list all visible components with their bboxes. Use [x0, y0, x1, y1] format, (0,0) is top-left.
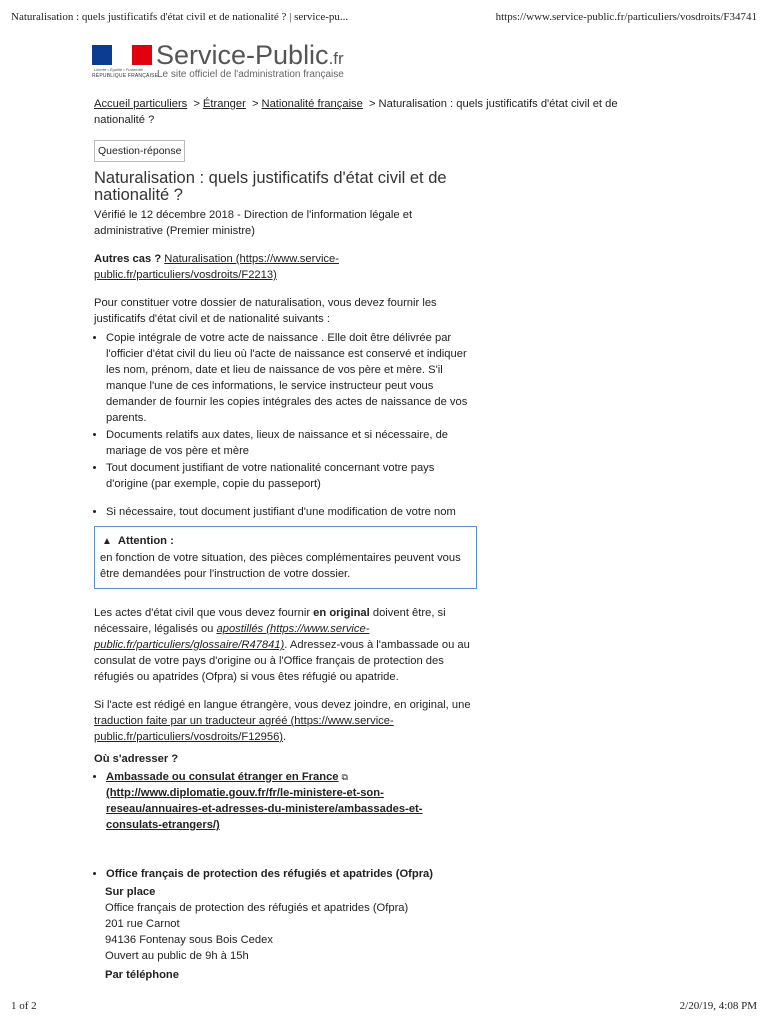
onsite-label: Sur place	[105, 886, 156, 898]
embassy-link[interactable]: Ambassade ou consulat étranger en France	[106, 771, 339, 783]
contacts-list	[94, 769, 478, 882]
print-footer	[11, 1000, 757, 1014]
list-item: • Copie intégrale de votre acte de naissance . Elle doit être délivrée par l'officier d'état civil du lieu où l'acte de naissance est conservé et indiquer les nom, prénom, date et lieu de naissance de vos père et mère. S'il manque l'une de ces informations, le service instructeur peut vous demander de fournir les copies intégrales des actes de naissance de vos parents.	[106, 330, 478, 426]
list-item: • Office français de protection des réfugiés et apatrides (Ofpra)	[106, 866, 478, 882]
address-line: 201 rue Carnot	[105, 918, 180, 930]
brand-main: Service-Public	[156, 40, 329, 70]
where-heading: Où s'adresser ?	[94, 753, 179, 765]
breadcrumb	[94, 96, 660, 128]
attention-title: Attention :	[117, 535, 174, 547]
other-cases	[94, 251, 478, 283]
list-item: • Documents relatifs aux dates, lieux de naissance et si nécessaire, de mariage de vos père et mère	[106, 427, 478, 459]
tricolor-flag-icon	[92, 45, 152, 65]
warning-icon: ▲	[102, 536, 112, 547]
print-page-url: https://www.service-public.fr/particuliers/vosdroits/F34741	[495, 11, 757, 23]
text-span: . Adressez-vous à l'ambassade ou au consulat de votre pays d'origine ou à l'Office français de protection des réfugiés ou apatrides (Ofpra) si vous êtes réfugié ou apatride.	[94, 639, 470, 683]
list-item	[106, 769, 478, 833]
main-content	[94, 96, 660, 983]
content-type-badge: Question-réponse	[94, 140, 185, 162]
list-item: • Si nécessaire, tout document justifiant d'une modification de votre nom	[106, 504, 478, 520]
breadcrumb-nationalite[interactable]: Nationalité française	[261, 98, 363, 110]
intro-text: Pour constituer votre dossier de naturalisation, vous devez fournir les justificatifs d'état civil et de nationalité suivants :	[94, 297, 437, 325]
brand-name	[156, 40, 344, 71]
original-documents-paragraph	[94, 605, 478, 685]
marianne-logo	[92, 43, 159, 83]
address-line: 94136 Fontenay sous Bois Cedex	[105, 934, 273, 946]
text-span: doivent être, si nécessaire, légalisés ou	[94, 607, 446, 635]
print-page-title: Naturalisation : quels justificatifs d'état civil et de nationalité ? | service-pu...	[11, 11, 349, 23]
embassy-url[interactable]: (http://www.diplomatie.gouv.fr/fr/le-ministere-et-son-reseau/annuaires-et-adresses-du-ministere/ambassades-et-consulats-etrangers/)	[106, 787, 423, 831]
text-span: Les actes d'état civil que vous devez fournir	[94, 607, 314, 619]
list-item: • Tout document justifiant de votre nationalité concernant votre pays d'origine (par exemple, copie du passeport)	[106, 460, 478, 492]
apostille-link[interactable]: apostillés (https://www.service-public.fr/particuliers/glossaire/R47841)	[94, 623, 370, 651]
republic-motto: Liberté • Égalité • Fraternité	[94, 67, 143, 72]
attention-box	[94, 526, 477, 589]
brand-tld: .fr	[328, 49, 344, 68]
address-line: Office français de protection des réfugiés et apatrides (Ofpra)	[105, 902, 409, 914]
external-link-icon: ⧉	[341, 772, 348, 782]
other-cases-link[interactable]: Naturalisation (https://www.service-public.fr/particuliers/vosdroits/F2213)	[94, 253, 339, 281]
attention-heading	[102, 533, 471, 550]
documents-list	[94, 330, 478, 520]
breadcrumb-separator: >	[251, 98, 259, 110]
print-date: 2/20/19, 4:08 PM	[679, 1000, 757, 1012]
breadcrumb-current: Naturalisation : quels justificatifs d'état civil et de nationalité ?	[94, 98, 618, 126]
other-cases-label: Autres cas ?	[94, 253, 162, 265]
page-count: 1 of 2	[11, 1000, 37, 1012]
breadcrumb-home[interactable]: Accueil particuliers	[94, 98, 188, 110]
breadcrumb-separator: >	[193, 98, 200, 110]
translation-link[interactable]: traduction faite par un traducteur agréé (https://www.service-public.fr/particuliers/vosdroits/F12956)	[94, 715, 394, 743]
page-title: Naturalisation : quels justificatifs d'état civil et de nationalité ?	[94, 169, 447, 204]
text-span: .	[283, 731, 287, 743]
translation-paragraph	[94, 697, 478, 745]
attention-text: en fonction de votre situation, des pièces complémentaires peuvent vous être demandées pour l'instruction de votre dossier.	[100, 552, 461, 580]
ofpra-address	[105, 884, 478, 983]
phone-label: Par téléphone	[105, 969, 179, 981]
address-line: Ouvert au public de 9h à 15h	[105, 950, 249, 962]
text-span: Si l'acte est rédigé en langue étrangère, vous devez joindre, en original, une	[94, 699, 471, 711]
breadcrumb-etranger[interactable]: Étranger	[202, 98, 246, 110]
verified-date: Vérifié le 12 décembre 2018 - Direction de l'information légale et administrative (Premier ministre)	[94, 209, 413, 237]
breadcrumb-separator: >	[368, 98, 376, 110]
emphasis: en original	[313, 607, 370, 619]
brand-tagline: Le site officiel de l'administration française	[157, 69, 344, 80]
republic-label: RÉPUBLIQUE FRANÇAISE	[92, 73, 159, 79]
